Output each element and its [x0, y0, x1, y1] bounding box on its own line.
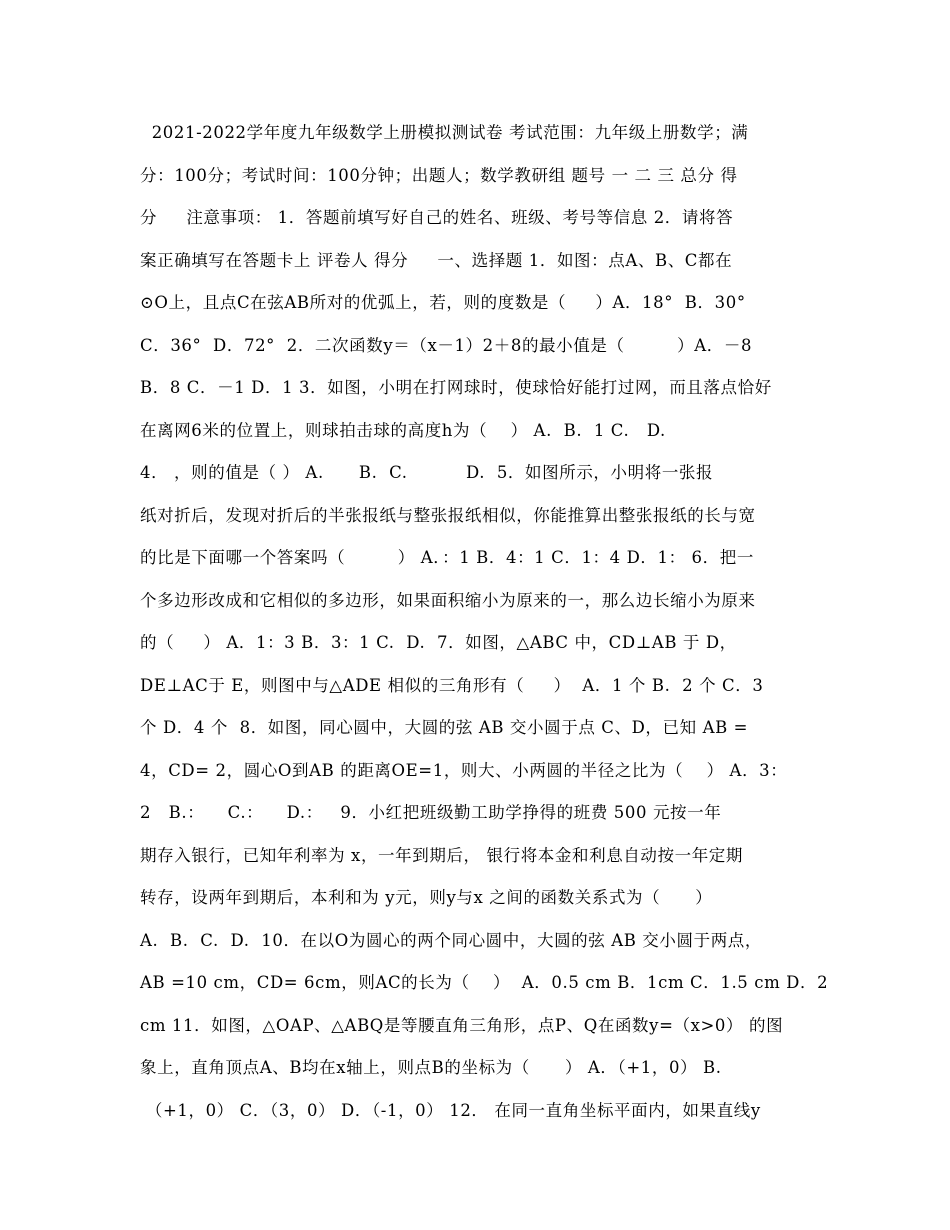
- text-line: 分：100分；考试时间：100分钟；出题人；数学教研组 题号 一 二 三 总分 得: [140, 165, 738, 185]
- text-line: 的比是下面哪一个答案吗（ ） A．：1 B．4：1 C．1：4 D．1： 6．把一: [140, 548, 754, 567]
- text-line: 案正确填写在答题卡上 评卷人 得分 一、选择题 1．如图：点A、B、C都在: [140, 250, 733, 270]
- text-line: 在离网6米的位置上，则球拍击球的高度h为（ ） A. B. 1 C. D.: [140, 420, 666, 440]
- text-line: 个多边形改成和它相似的多边形，如果面积缩小为原来的一，那么边长缩小为原来: [140, 590, 756, 610]
- text-line: 4． ，则的值是（ ） A. B. C. D. 5．如图所示，小明将一张报: [140, 463, 714, 482]
- text-line: 2 B.： C.： D.： 9．小红把班级勤工助学挣得的班费 500 元按一年: [140, 803, 722, 822]
- text-line: 分 注意事项： 1．答题前填写好自己的姓名、班级、考号等信息 2．请将答: [140, 208, 734, 227]
- text-line: AB =10 cm，CD= 6cm，则AC的长为（ ） A．0.5 cm B．1cm C．1.5 cm D．2: [140, 973, 829, 992]
- text-line: 期存入银行，已知年利率为 x，一年到期后， 银行将本金和利息自动按一年定期: [140, 845, 743, 865]
- text-line: 转存，设两年到期后，本利和为 y元，则y与x 之间的函数关系式为（ ）: [140, 888, 713, 907]
- text-line: ⊙O上，且点C在弦AB所对的优弧上，若，则的度数是（ ）A．18° B．30°: [140, 293, 746, 312]
- document-body: [140, 112, 830, 1132]
- text-line: DE⊥AC于 E，则图中与△ADE 相似的三角形有（ ） A．1 个 B. 2 个 C．3: [140, 675, 764, 695]
- text-line: A. B. C. D. 10．在以O为圆心的两个同心圆中，大圆的弦 AB 交小圆于两点，: [140, 930, 763, 950]
- text-line: 2021-2022学年度九年级数学上册模拟测试卷 考试范围：九年级上册数学；满: [140, 123, 749, 142]
- text-line: cm 11．如图，△OAP、△ABQ是等腰直角三角形，点P、Q在函数y=（x>0） 的图: [140, 1015, 784, 1035]
- text-line: 纸对折后，发现对折后的半张报纸与整张报纸相似，你能推算出整张报纸的长与宽: [140, 505, 756, 525]
- text-line: 4，CD= 2，圆心O到AB 的距离OE=1，则大、小两圆的半径之比为（ ） A．3：: [140, 760, 788, 780]
- text-line: 象上，直角顶点A、B均在x轴上，则点B的坐标为（ ） A．（+1，0） B.: [140, 1058, 722, 1077]
- text-line: 的（ ） A．1：3 B．3：1 C. D. 7．如图，△ABC 中，CD⊥AB 于 D，: [140, 633, 737, 652]
- text-line: 个 D．4 个 8．如图，同心圆中，大圆的弦 AB 交小圆于点 C、D，已知 AB =: [140, 718, 749, 737]
- text-line: （+1，0） C．（3，0） D．（-1，0） 12． 在同一直角坐标平面内，如果直线y: [140, 1100, 761, 1120]
- text-line: C．36° D．72° 2．二次函数y＝（x－1）2＋8的最小值是（ ）A．－8: [140, 335, 753, 355]
- text-line: B．8 C．－1 D．1 3．如图，小明在打网球时，使球恰好能打过网，而且落点恰好: [140, 378, 772, 397]
